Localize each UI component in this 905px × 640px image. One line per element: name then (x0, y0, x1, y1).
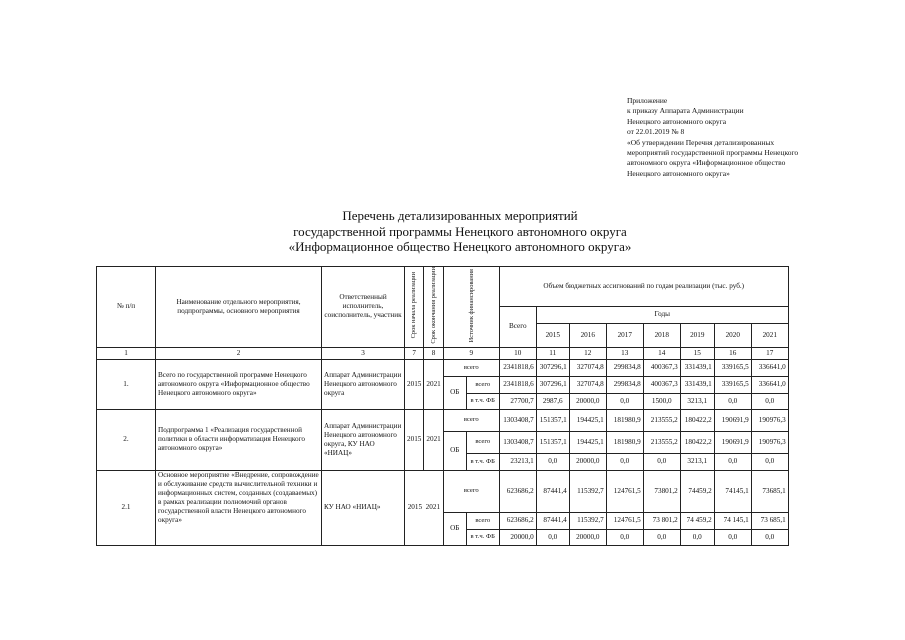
value-cell: 194425,1 (569, 409, 606, 431)
value-cell: 27700,7 (499, 393, 536, 409)
title-line: Перечень детализированных мероприятий (342, 208, 578, 223)
row-responsible: Аппарат Администрации Ненецкого автономного округа, КУ НАО «НИАЦ» (322, 409, 405, 470)
row-end: 2021 (424, 409, 443, 470)
value-cell: 73685,1 (751, 470, 788, 512)
colnum: 7 (405, 347, 424, 359)
value-cell: 0,0 (606, 393, 643, 409)
header-name: Наименование отдельного мероприятия, подпрограммы, основного мероприятия (156, 267, 322, 348)
value-cell: 331439,1 (680, 376, 714, 393)
value-cell: 0,0 (680, 529, 714, 545)
value-cell: 73801,2 (643, 470, 680, 512)
value-cell: 180422,2 (680, 409, 714, 431)
value-cell: 400367,3 (643, 376, 680, 393)
appendix-block (627, 96, 897, 179)
value-cell: 74145,1 (714, 470, 751, 512)
source-ob: ОБ (443, 376, 466, 409)
measures-table (96, 266, 789, 546)
value-cell: 1500,0 (643, 393, 680, 409)
colnum: 13 (606, 347, 643, 359)
value-cell: 0,0 (606, 529, 643, 545)
header-year: 2016 (569, 323, 606, 347)
row-start: 2015 (405, 409, 424, 470)
colnum: 9 (443, 347, 499, 359)
value-cell: 74 145,1 (714, 512, 751, 529)
appendix-line: «Об утверждении Перечня детализированных (627, 137, 775, 147)
value-cell: 213555,2 (643, 431, 680, 453)
value-cell: 73 801,2 (643, 512, 680, 529)
value-cell: 336641,0 (751, 376, 788, 393)
value-cell: 73 685,1 (751, 512, 788, 529)
value-cell: 190691,9 (714, 409, 751, 431)
value-cell: 87441,4 (536, 470, 569, 512)
value-cell: 180422,2 (680, 431, 714, 453)
appendix-line: Ненецкого автономного округа» (627, 168, 730, 178)
source-fb: в т.ч. ФБ (466, 453, 499, 470)
value-cell: 213555,2 (643, 409, 680, 431)
appendix-line: Ненецкого автономного округа (627, 116, 727, 126)
value-cell: 20000,0 (569, 529, 606, 545)
value-cell: 331439,1 (680, 359, 714, 376)
value-cell: 307296,1 (536, 376, 569, 393)
value-cell: 124761,5 (606, 470, 643, 512)
value-cell: 3213,1 (680, 393, 714, 409)
colnum: 14 (643, 347, 680, 359)
value-cell: 339165,5 (714, 376, 751, 393)
value-cell: 190976,3 (751, 409, 788, 431)
header-source: Источник финансирования (443, 267, 499, 348)
header-num: № п/п (97, 267, 156, 348)
value-cell: 0,0 (714, 529, 751, 545)
value-cell: 194425,1 (569, 431, 606, 453)
colnum: 15 (680, 347, 714, 359)
colnum: 10 (499, 347, 536, 359)
value-cell: 0,0 (536, 453, 569, 470)
header-end: Срок окончания реализации (424, 267, 443, 348)
value-cell: 0,0 (536, 529, 569, 545)
source-all: всего (443, 470, 499, 512)
value-cell: 400367,3 (643, 359, 680, 376)
source-ob: ОБ (443, 431, 466, 470)
value-cell: 623686,2 (499, 470, 536, 512)
value-cell: 190976,3 (751, 431, 788, 453)
value-cell: 0,0 (643, 453, 680, 470)
appendix-line: к приказу Аппарата Администрации (627, 106, 744, 116)
value-cell: 124761,5 (606, 512, 643, 529)
value-cell: 1303408,7 (499, 409, 536, 431)
row-start: 2015 (407, 503, 423, 512)
row-name: Основное мероприятие «Внедрение, сопровождение и обслуживание средств вычислительной техники и информационных систем, созданных (создаваемых) в рамках реализации полномочий органов государственной власти Ненецкого автономного округа» (156, 470, 322, 545)
value-cell: 151357,1 (536, 431, 569, 453)
header-total: Всего (499, 307, 536, 348)
colnum: 16 (714, 347, 751, 359)
document-title (210, 208, 710, 255)
header-year: 2017 (606, 323, 643, 347)
value-cell: 307296,1 (536, 359, 569, 376)
title-line: «Информационное общество Ненецкого автономного округа» (288, 239, 632, 254)
value-cell: 299834,8 (606, 359, 643, 376)
appendix-line: Приложение (627, 96, 668, 105)
colnum: 1 (97, 347, 156, 359)
value-cell: 2341818,6 (499, 359, 536, 376)
colnum: 11 (536, 347, 569, 359)
header-years-label: Годы (536, 307, 788, 324)
value-cell: 87441,4 (536, 512, 569, 529)
value-cell: 0,0 (714, 453, 751, 470)
source-all: всего (443, 409, 499, 431)
row-start: 2015 (405, 359, 424, 409)
value-cell: 0,0 (751, 529, 788, 545)
value-cell: 115392,7 (569, 470, 606, 512)
row-end: 2021 (424, 359, 443, 409)
value-cell: 339165,5 (714, 359, 751, 376)
row-responsible: КУ НАО «НИАЦ» (322, 470, 405, 545)
value-cell: 20000,0 (569, 453, 606, 470)
row-end: 2021 (425, 503, 441, 512)
title-line: государственной программы Ненецкого автономного округа (293, 223, 627, 239)
value-cell: 0,0 (714, 393, 751, 409)
source-fb: в т.ч. ФБ (466, 393, 499, 409)
row-num: 1. (97, 359, 156, 409)
header-year: 2021 (751, 323, 788, 347)
value-cell: 74 459,2 (680, 512, 714, 529)
header-year: 2018 (643, 323, 680, 347)
value-cell: 2987,6 (536, 393, 569, 409)
source-ob: ОБ (443, 512, 466, 545)
source-all: всего (466, 376, 499, 393)
value-cell: 115392,7 (569, 512, 606, 529)
colnum: 8 (424, 347, 443, 359)
value-cell: 0,0 (643, 529, 680, 545)
source-all: всего (466, 512, 499, 529)
row-num: 2. (97, 409, 156, 470)
row-num: 2.1 (97, 470, 156, 545)
value-cell: 0,0 (751, 453, 788, 470)
header-year: 2020 (714, 323, 751, 347)
appendix-line: мероприятий государственной программы Ненецкого (627, 148, 799, 158)
row-name: Подпрограмма 1 «Реализация государственной политики в области информатизация Ненецкого автономного округа» (156, 409, 322, 470)
value-cell: 151357,1 (536, 409, 569, 431)
value-cell: 181980,9 (606, 409, 643, 431)
colnum: 2 (156, 347, 322, 359)
row-name: Всего по государственной программе Ненецкого автономного округа «Информационное общество Ненецкого автономного округа» (156, 359, 322, 409)
value-cell: 327074,8 (569, 376, 606, 393)
appendix-line: автономного округа «Информационное общество (627, 158, 786, 168)
value-cell: 23213,1 (499, 453, 536, 470)
value-cell: 0,0 (751, 393, 788, 409)
value-cell: 20000,0 (569, 393, 606, 409)
colnum: 17 (751, 347, 788, 359)
value-cell: 336641,0 (751, 359, 788, 376)
header-year: 2019 (680, 323, 714, 347)
source-fb: в т.ч. ФБ (466, 529, 499, 545)
appendix-line: от 22.01.2019 № 8 (627, 127, 685, 137)
source-all: всего (466, 431, 499, 453)
value-cell: 181980,9 (606, 431, 643, 453)
value-cell: 3213,1 (680, 453, 714, 470)
header-volume: Объем бюджетных ассигнований по годам реализации (тыс. руб.) (499, 267, 788, 307)
value-cell: 74459,2 (680, 470, 714, 512)
source-all: всего (443, 359, 499, 376)
value-cell: 623686,2 (499, 512, 536, 529)
value-cell: 299834,8 (606, 376, 643, 393)
value-cell: 20000,0 (499, 529, 536, 545)
row-responsible: Аппарат Администрации Ненецкого автономного округа (322, 359, 405, 409)
colnum: 12 (569, 347, 606, 359)
header-responsible: Ответственный исполнитель, соисполнитель, участник (322, 267, 405, 348)
value-cell: 2341818,6 (499, 376, 536, 393)
value-cell: 190691,9 (714, 431, 751, 453)
value-cell: 327074,8 (569, 359, 606, 376)
value-cell: 0,0 (606, 453, 643, 470)
value-cell: 1303408,7 (499, 431, 536, 453)
colnum: 3 (322, 347, 405, 359)
row-period (405, 470, 444, 545)
header-start: Срок начала реализации (405, 267, 424, 348)
header-year: 2015 (536, 323, 569, 347)
